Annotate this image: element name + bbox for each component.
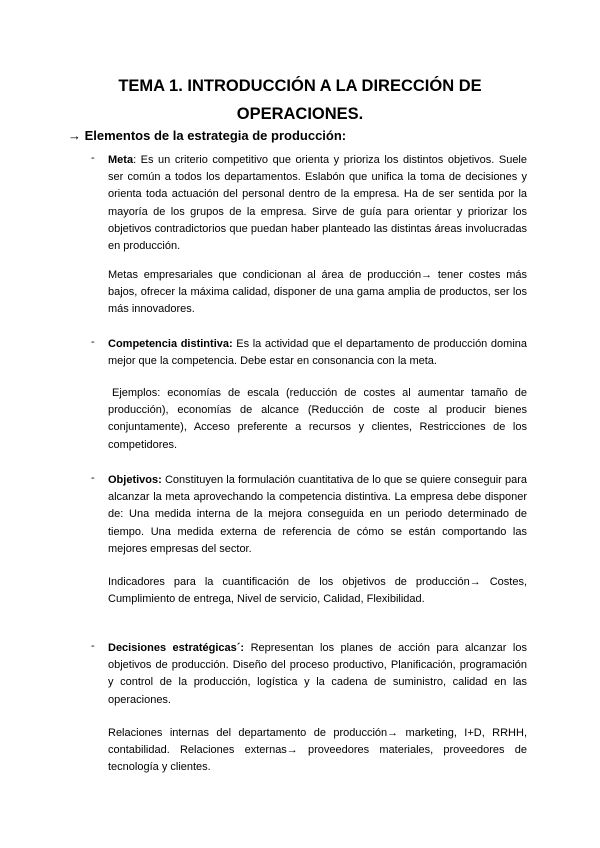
bullet-dash: - [91,472,95,484]
item-text: Representan los planes de acción para alcanzar los objetivos de producción. Diseño del proceso productivo, Planificación, programación y control de la producción, logística y la cadena de suministro, calidad en las operaciones. [108,642,527,706]
item-paragraph [108,472,527,558]
title-line-1: TEMA 1. INTRODUCCIÓN A LA DIRECCIÓN DE [118,77,482,95]
item-term: Competencia distintiva: [108,338,233,350]
page-title [0,72,600,128]
item-followup-objetivos: Indicadores para la cuantificación de los objetivos de producción→ Costes, Cumplimiento de entrega, Nivel de servicio, Calidad, Flexibilidad. [108,576,527,606]
item-text: : Es un criterio competitivo que orienta y prioriza los distintos objetivos. Suele ser común a todos los departamentos. Eslabón que unifica la toma de decisiones y orienta toda actuación del personal dentro de la empresa. Ha de ser sentida por la mayoría de los grupos de la empresa. Sirve de guía para orientar y priorizar los objetivos contradictorios que puedan haber planteado las distintas áreas involucradas en producción. [108,154,527,253]
item-term: Decisiones estratégicas´: [108,642,245,654]
item-followup-decisiones: Relaciones internas del departamento de producción→ marketing, I+D, RRHH, contabilidad. Relaciones externas→ proveedores materiales, proveedores de tecnología y clientes. [108,727,527,774]
item-paragraph [108,336,527,370]
list-item-meta [91,152,527,255]
list-item-objetivos [91,472,527,558]
item-term: Objetivos: [108,474,162,486]
section-heading: → Elementos de la estrategia de producción: [68,128,347,143]
item-followup-meta: Metas empresariales que condicionan al área de producción→ tener costes más bajos, ofrecer la máxima calidad, disponer de una gama amplia de productos, ser los más innovadores. [108,269,527,316]
bullet-dash: - [91,640,95,652]
title-line-2: OPERACIONES. [236,105,364,123]
list-item-competencia [91,336,527,370]
item-text: Constituyen la formulación cuantitativa de lo que se quiere conseguir para alcanzar la meta aprovechando la competencia distintiva. La empresa debe disponer de: Una medida interna de la mejora conseguida en un periodo determinado de tiempo. Una medida externa de referencia de cómo se están comportando las mejores empresas del sector. [108,474,527,555]
item-followup-competencia: Ejemplos: economías de escala (reducción de costes al aumentar tamaño de producción), economías de alcance (Reducción de coste al producir bienes conjuntamente), Acceso preferente a recursos y clientes, Restricciones de los competidores. [108,387,527,451]
item-term: Meta [108,154,134,166]
list-item-decisiones [91,640,527,709]
bullet-dash: - [91,152,95,164]
item-paragraph [108,152,527,255]
item-text: Es la actividad que el departamento de producción domina mejor que la competencia. Debe estar en consonancia con la meta. [108,338,527,368]
item-paragraph [108,640,527,709]
bullet-dash: - [91,336,95,348]
